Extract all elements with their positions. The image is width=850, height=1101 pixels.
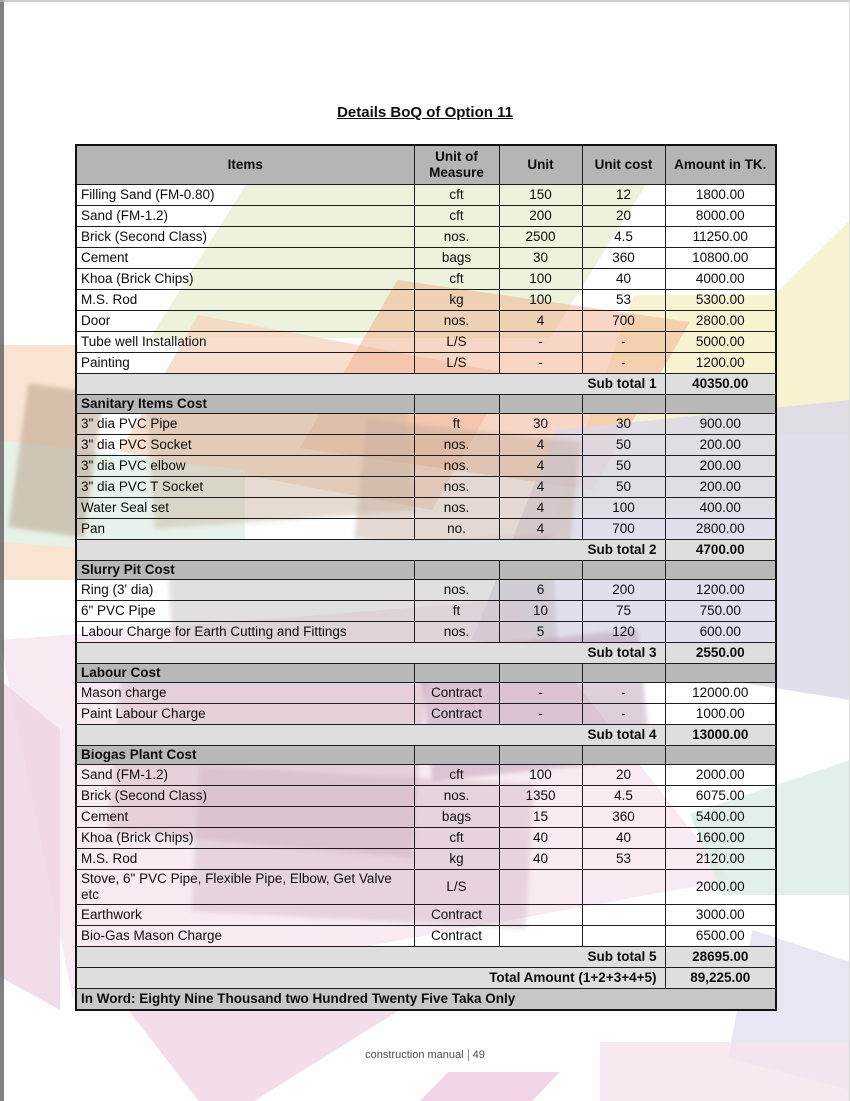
- cell-unit-cost: -: [582, 353, 665, 374]
- cell-amount: 1800.00: [665, 185, 776, 206]
- cell-unit: -: [499, 353, 582, 374]
- page-edge-left: [0, 0, 4, 1101]
- cell-unit-of-measure: ft: [414, 414, 499, 435]
- subtotal-label-cell: Sub total 4: [76, 725, 665, 746]
- cell-unit-of-measure: nos.: [414, 456, 499, 477]
- cell-amount: 5400.00: [665, 807, 776, 828]
- cell-amount: 11250.00: [665, 227, 776, 248]
- cell-unit: 40: [499, 828, 582, 849]
- table-row: [76, 498, 776, 519]
- subtotal-label-cell: Sub total 3: [76, 643, 665, 664]
- cell-amount: 1600.00: [665, 828, 776, 849]
- cell-unit-cost: [582, 870, 665, 905]
- table-row: [76, 807, 776, 828]
- table-row: [76, 580, 776, 601]
- amount-in-words-cell: In Word: Eighty Nine Thousand two Hundred Twenty Five Taka Only: [76, 988, 776, 1010]
- cell-amount: 3000.00: [665, 904, 776, 925]
- table-row: [76, 904, 776, 925]
- cell-unit: 4: [499, 477, 582, 498]
- table-row: [76, 332, 776, 353]
- cell-unit-cost: 50: [582, 435, 665, 456]
- cell-unit: 10: [499, 601, 582, 622]
- cell-amount: 2000.00: [665, 765, 776, 786]
- cell-unit: 150: [499, 185, 582, 206]
- cell-item: 3" dia PVC Pipe: [76, 414, 414, 435]
- cell-unit-of-measure: nos.: [414, 622, 499, 643]
- empty-cell: [499, 395, 582, 414]
- column-header-amount: Amount in TK.: [665, 145, 776, 185]
- subtotal-label-cell: Sub total 2: [76, 540, 665, 561]
- cell-unit-cost: 360: [582, 248, 665, 269]
- cell-unit-cost: 53: [582, 290, 665, 311]
- cell-unit: 4: [499, 498, 582, 519]
- table-row: [76, 683, 776, 704]
- cell-amount: 200.00: [665, 477, 776, 498]
- empty-cell: [414, 746, 499, 765]
- section-label-cell: Slurry Pit Cost: [76, 561, 414, 580]
- table-row: [76, 456, 776, 477]
- column-header-unit-of-measure: Unit of Measure: [414, 145, 499, 185]
- table-row: [76, 185, 776, 206]
- cell-item: 3" dia PVC elbow: [76, 456, 414, 477]
- table-body: [76, 185, 776, 1010]
- cell-unit-of-measure: nos.: [414, 477, 499, 498]
- cell-unit-of-measure: nos.: [414, 227, 499, 248]
- cell-amount: 6500.00: [665, 925, 776, 946]
- cell-item: Mason charge: [76, 683, 414, 704]
- cell-unit-of-measure: cft: [414, 206, 499, 227]
- table-row: [76, 786, 776, 807]
- subtotal-amount-cell: 4700.00: [665, 540, 776, 561]
- page-title: Details BoQ of Option 11: [337, 104, 513, 121]
- cell-unit-of-measure: Contract: [414, 683, 499, 704]
- cell-unit: -: [499, 704, 582, 725]
- cell-unit-cost: 30: [582, 414, 665, 435]
- cell-unit: [499, 870, 582, 905]
- empty-cell: [414, 561, 499, 580]
- cell-item: M.S. Rod: [76, 849, 414, 870]
- column-header-unit-cost: Unit cost: [582, 145, 665, 185]
- table-row: [76, 353, 776, 374]
- subtotal-row: [76, 374, 776, 395]
- cell-unit-cost: 700: [582, 519, 665, 540]
- cell-unit-of-measure: cft: [414, 185, 499, 206]
- cell-unit: 30: [499, 414, 582, 435]
- cell-unit-cost: 100: [582, 498, 665, 519]
- cell-unit-cost: -: [582, 332, 665, 353]
- cell-item: Brick (Second Class): [76, 227, 414, 248]
- cell-item: Sand (FM-1.2): [76, 765, 414, 786]
- cell-unit-cost: 200: [582, 580, 665, 601]
- cell-unit-of-measure: L/S: [414, 353, 499, 374]
- subtotal-label-cell: Sub total 5: [76, 946, 665, 967]
- cell-item: Tube well Installation: [76, 332, 414, 353]
- cell-unit-of-measure: bags: [414, 248, 499, 269]
- cell-item: Paint Labour Charge: [76, 704, 414, 725]
- cell-amount: 5300.00: [665, 290, 776, 311]
- cell-unit: 6: [499, 580, 582, 601]
- cell-item: Brick (Second Class): [76, 786, 414, 807]
- cell-amount: 400.00: [665, 498, 776, 519]
- cell-unit-of-measure: nos.: [414, 311, 499, 332]
- cell-unit-cost: 700: [582, 311, 665, 332]
- cell-item: 3" dia PVC T Socket: [76, 477, 414, 498]
- cell-unit: 30: [499, 248, 582, 269]
- empty-cell: [499, 664, 582, 683]
- section-header-row: [76, 395, 776, 414]
- cell-unit-cost: [582, 904, 665, 925]
- cell-unit-of-measure: L/S: [414, 870, 499, 905]
- footer-text: construction manual: [365, 1049, 464, 1061]
- cell-unit-cost: 12: [582, 185, 665, 206]
- table-row: [76, 435, 776, 456]
- empty-cell: [582, 664, 665, 683]
- boq-table: [75, 144, 777, 1011]
- cell-item: Ring (3' dia): [76, 580, 414, 601]
- cell-unit: 4: [499, 456, 582, 477]
- page-number: 49: [468, 1049, 485, 1061]
- cell-amount: 2000.00: [665, 870, 776, 905]
- cell-amount: 6075.00: [665, 786, 776, 807]
- cell-item: 3" dia PVC Socket: [76, 435, 414, 456]
- table-row: [76, 290, 776, 311]
- cell-amount: 1200.00: [665, 353, 776, 374]
- cell-unit-cost: -: [582, 704, 665, 725]
- table-row: [76, 248, 776, 269]
- cell-unit-cost: 50: [582, 456, 665, 477]
- cell-unit-cost: 20: [582, 206, 665, 227]
- cell-unit-of-measure: Contract: [414, 925, 499, 946]
- cell-amount: 12000.00: [665, 683, 776, 704]
- cell-amount: 1200.00: [665, 580, 776, 601]
- table-row: [76, 519, 776, 540]
- cell-item: Khoa (Brick Chips): [76, 269, 414, 290]
- table-row: [76, 828, 776, 849]
- table-row: [76, 477, 776, 498]
- empty-cell: [582, 561, 665, 580]
- table-row: [76, 925, 776, 946]
- background-shape: [0, 680, 60, 1010]
- cell-item: Filling Sand (FM-0.80): [76, 185, 414, 206]
- background-shape: [420, 1072, 560, 1101]
- section-header-row: [76, 746, 776, 765]
- subtotal-row: [76, 540, 776, 561]
- cell-unit: -: [499, 683, 582, 704]
- total-label-cell: Total Amount (1+2+3+4+5): [76, 967, 665, 988]
- section-label-cell: Sanitary Items Cost: [76, 395, 414, 414]
- subtotal-amount-cell: 13000.00: [665, 725, 776, 746]
- cell-unit: 4: [499, 519, 582, 540]
- cell-amount: 10800.00: [665, 248, 776, 269]
- cell-unit: 15: [499, 807, 582, 828]
- cell-unit-of-measure: L/S: [414, 332, 499, 353]
- cell-unit-of-measure: cft: [414, 765, 499, 786]
- table-row: [76, 765, 776, 786]
- cell-item: Stove, 6" PVC Pipe, Flexible Pipe, Elbow, Get Valve etc: [76, 870, 414, 905]
- total-amount-cell: 89,225.00: [665, 967, 776, 988]
- cell-unit-of-measure: no.: [414, 519, 499, 540]
- empty-cell: [582, 746, 665, 765]
- table-row: [76, 206, 776, 227]
- cell-item: Cement: [76, 248, 414, 269]
- cell-unit: 100: [499, 269, 582, 290]
- table-row: [76, 414, 776, 435]
- empty-cell: [665, 561, 776, 580]
- cell-amount: 4000.00: [665, 269, 776, 290]
- cell-unit: 5: [499, 622, 582, 643]
- table-row: [76, 311, 776, 332]
- empty-cell: [582, 395, 665, 414]
- cell-unit-of-measure: Contract: [414, 704, 499, 725]
- cell-unit: 40: [499, 849, 582, 870]
- section-header-row: [76, 561, 776, 580]
- table-row: [76, 601, 776, 622]
- cell-unit-cost: 4.5: [582, 786, 665, 807]
- cell-amount: 1000.00: [665, 704, 776, 725]
- table-row: [76, 269, 776, 290]
- cell-amount: 5000.00: [665, 332, 776, 353]
- cell-unit-cost: 20: [582, 765, 665, 786]
- cell-unit-of-measure: nos.: [414, 580, 499, 601]
- cell-item: Cement: [76, 807, 414, 828]
- cell-unit: [499, 904, 582, 925]
- cell-unit-cost: 360: [582, 807, 665, 828]
- subtotal-amount-cell: 28695.00: [665, 946, 776, 967]
- cell-unit: 100: [499, 765, 582, 786]
- empty-cell: [665, 395, 776, 414]
- cell-unit: 2500: [499, 227, 582, 248]
- cell-unit-of-measure: kg: [414, 290, 499, 311]
- section-label-cell: Biogas Plant Cost: [76, 746, 414, 765]
- cell-item: Water Seal set: [76, 498, 414, 519]
- cell-amount: 2800.00: [665, 311, 776, 332]
- page-edge-top: [0, 0, 850, 2]
- cell-unit: 100: [499, 290, 582, 311]
- cell-amount: 8000.00: [665, 206, 776, 227]
- cell-amount: 2800.00: [665, 519, 776, 540]
- subtotal-amount-cell: 40350.00: [665, 374, 776, 395]
- cell-unit-of-measure: ft: [414, 601, 499, 622]
- subtotal-row: [76, 643, 776, 664]
- empty-cell: [414, 395, 499, 414]
- cell-unit-of-measure: Contract: [414, 904, 499, 925]
- column-header-items: Items: [76, 145, 414, 185]
- total-row: [76, 967, 776, 988]
- cell-amount: 900.00: [665, 414, 776, 435]
- section-header-row: [76, 664, 776, 683]
- cell-amount: 200.00: [665, 435, 776, 456]
- cell-item: Earthwork: [76, 904, 414, 925]
- cell-amount: 2120.00: [665, 849, 776, 870]
- cell-item: Pan: [76, 519, 414, 540]
- subtotal-amount-cell: 2550.00: [665, 643, 776, 664]
- column-header-unit: Unit: [499, 145, 582, 185]
- cell-unit: 200: [499, 206, 582, 227]
- empty-cell: [414, 664, 499, 683]
- subtotal-label-cell: Sub total 1: [76, 374, 665, 395]
- subtotal-row: [76, 725, 776, 746]
- cell-unit: 4: [499, 435, 582, 456]
- table-row: [76, 849, 776, 870]
- cell-item: Sand (FM-1.2): [76, 206, 414, 227]
- cell-unit-of-measure: bags: [414, 807, 499, 828]
- empty-cell: [665, 664, 776, 683]
- cell-unit-of-measure: nos.: [414, 498, 499, 519]
- cell-amount: 600.00: [665, 622, 776, 643]
- table-row: [76, 870, 776, 905]
- table-header-row: [76, 145, 776, 185]
- table-header: [76, 145, 776, 185]
- cell-item: M.S. Rod: [76, 290, 414, 311]
- cell-item: Bio-Gas Mason Charge: [76, 925, 414, 946]
- cell-item: 6" PVC Pipe: [76, 601, 414, 622]
- cell-unit-cost: 40: [582, 828, 665, 849]
- cell-amount: 200.00: [665, 456, 776, 477]
- cell-unit-of-measure: nos.: [414, 786, 499, 807]
- cell-amount: 750.00: [665, 601, 776, 622]
- cell-unit-cost: 53: [582, 849, 665, 870]
- table-row: [76, 227, 776, 248]
- cell-unit-cost: 75: [582, 601, 665, 622]
- empty-cell: [665, 746, 776, 765]
- section-label-cell: Labour Cost: [76, 664, 414, 683]
- subtotal-row: [76, 946, 776, 967]
- cell-unit-cost: 50: [582, 477, 665, 498]
- empty-cell: [499, 746, 582, 765]
- empty-cell: [499, 561, 582, 580]
- page-footer: [0, 1049, 850, 1061]
- cell-unit-of-measure: kg: [414, 849, 499, 870]
- cell-item: Door: [76, 311, 414, 332]
- cell-unit-cost: -: [582, 683, 665, 704]
- cell-unit-of-measure: nos.: [414, 435, 499, 456]
- cell-item: Khoa (Brick Chips): [76, 828, 414, 849]
- cell-unit-cost: 4.5: [582, 227, 665, 248]
- cell-unit-cost: 120: [582, 622, 665, 643]
- cell-unit-cost: 40: [582, 269, 665, 290]
- cell-item: Labour Charge for Earth Cutting and Fittings: [76, 622, 414, 643]
- table-row: [76, 622, 776, 643]
- table-row: [76, 704, 776, 725]
- amount-in-words-row: [76, 988, 776, 1010]
- cell-unit-of-measure: cft: [414, 269, 499, 290]
- cell-unit: -: [499, 332, 582, 353]
- cell-unit-cost: [582, 925, 665, 946]
- cell-item: Painting: [76, 353, 414, 374]
- cell-unit-of-measure: cft: [414, 828, 499, 849]
- cell-unit: 1350: [499, 786, 582, 807]
- cell-unit: 4: [499, 311, 582, 332]
- cell-unit: [499, 925, 582, 946]
